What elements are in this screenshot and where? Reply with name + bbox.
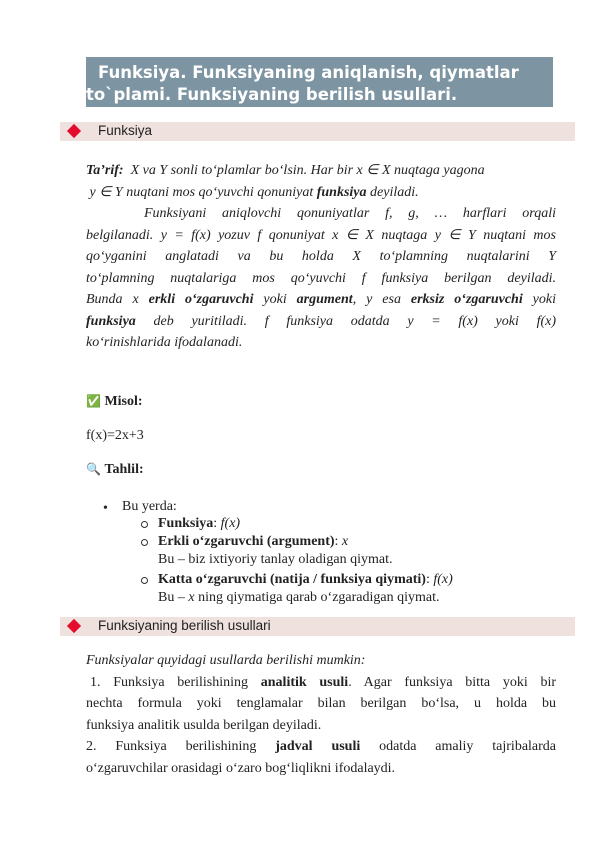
here-label: Bu yerda:	[122, 499, 177, 514]
circle-bullet-icon	[141, 539, 148, 546]
example-heading	[86, 391, 556, 413]
definition-keyword: funksiya	[316, 184, 367, 200]
list-item	[158, 532, 348, 551]
text: yoki	[263, 292, 287, 307]
analysis-label: Tahlil:	[104, 462, 144, 477]
note-text: ning qiymatiga qarab o‘zgaradigan qiymat.	[194, 590, 440, 605]
definition-p2: belgilanadi. y = f(x) yozuv f qonuniyat x ∈ X nuqtaga y ∈ Y nuqtani mos	[86, 227, 556, 243]
text: 1. Funksiya berilishining	[90, 674, 249, 690]
item-sep: :	[425, 572, 434, 587]
list-item	[158, 570, 453, 589]
definition-line2-end: deyiladi.	[370, 184, 419, 200]
text: , y esa	[352, 292, 401, 307]
check-icon: ✅	[86, 394, 101, 408]
magnifier-icon: 🔍	[86, 462, 101, 476]
method2-line2: o‘zgaruvchilar orasidagi o‘zaro bog‘liqlikni ifodalaydi.	[86, 760, 396, 776]
page-title-line1: Funksiya. Funksiyaning aniqlanish, qiymatlar	[98, 63, 519, 82]
text: Bunda x	[86, 292, 139, 307]
section-label: Funksiyaning berilish usullari	[98, 618, 271, 633]
method2-line1	[86, 736, 556, 758]
definition-p6	[86, 311, 556, 333]
keyword: analitik usuli	[260, 674, 349, 690]
keyword: erkli o‘zgaruvchi	[148, 292, 254, 307]
item-term: Funksiya	[158, 516, 214, 531]
item-note	[158, 588, 439, 607]
text: odatda amaliy tajribalarda	[379, 739, 557, 754]
page-title	[86, 62, 556, 106]
item-note: Bu – biz ixtiyoriy tanlay oladigan qiymat.	[158, 552, 393, 567]
item-term: Erkli o‘zgaruvchi (argument)	[158, 534, 335, 549]
page-title-line2: to`plami. Funksiyaning berilish usullari.	[86, 85, 458, 104]
item-sep: :	[334, 534, 342, 549]
methods-paragraph	[86, 650, 556, 779]
section-header-funksiya	[60, 122, 575, 141]
method1-line2: nechta formula yoki tenglamalar bilan berilgan bo‘lsa, u holda bu	[86, 696, 556, 711]
text: 2. Funksiya berilishining	[86, 739, 257, 754]
diamond-bullet-icon	[67, 619, 81, 633]
method1-line1	[86, 672, 556, 694]
definition-p1: Funksiyani aniqlovchi qonuniyatlar f, g, … harflari orqali	[144, 206, 556, 221]
keyword: jadval usuli	[275, 739, 361, 754]
section-label: Funksiya	[98, 123, 153, 138]
methods-intro: Funksiyalar quyidagi usullarda berilishi mumkin:	[86, 653, 366, 668]
text: . Agar funksiya bitta yoki bir	[348, 674, 556, 690]
diamond-bullet-icon	[67, 124, 81, 138]
definition-p3: qo‘yganini anglatadi va bu holda X to‘plamning nuqtalarini Y	[86, 249, 556, 264]
list-item	[158, 514, 240, 533]
definition-paragraph	[86, 160, 556, 354]
keyword: erksiz o‘zgaruvchi	[410, 292, 523, 307]
section-header-berilish-usullari	[60, 617, 575, 636]
item-term: Katta o‘zgaruvchi (natija / funksiya qiymati)	[158, 572, 426, 587]
text: deb yuritiladi. f funksiya odatda y = f(x) yoki f(x)	[153, 313, 557, 329]
definition-p5	[86, 289, 556, 311]
note-text: Bu –	[158, 590, 189, 605]
circle-bullet-icon	[141, 577, 148, 584]
keyword: funksiya	[86, 313, 136, 329]
example-formula: f(x)=2x+3	[86, 428, 144, 443]
keyword: argument	[296, 292, 353, 307]
method1-line3: funksiya analitik usulda berilgan deyiladi.	[86, 717, 322, 733]
text: yoki	[532, 292, 556, 307]
item-value: x	[341, 534, 349, 549]
item-value: f(x)	[433, 572, 453, 587]
item-sep: :	[213, 516, 221, 531]
analysis-heading	[86, 459, 556, 481]
definition-line1: X va Y sonli to‘plamlar bo‘lsin. Har bir x ∈ X nuqtaga yagona	[130, 163, 485, 178]
definition-line2: y ∈ Y nuqtani mos qo‘yuvchi qonuniyat	[89, 184, 314, 200]
circle-bullet-icon	[141, 521, 148, 528]
definition-term: Ta’rif:	[86, 163, 124, 178]
bullet-icon: •	[103, 501, 108, 516]
note-var: x	[188, 590, 195, 605]
definition-p7: ko‘rinishlarida ifodalanadi.	[86, 335, 243, 350]
example-label: Misol:	[104, 394, 143, 409]
item-value: f(x)	[220, 516, 241, 531]
definition-p4: to‘plamning nuqtalariga mos qo‘yuvchi f funksiya berilgan deyiladi.	[86, 270, 556, 286]
